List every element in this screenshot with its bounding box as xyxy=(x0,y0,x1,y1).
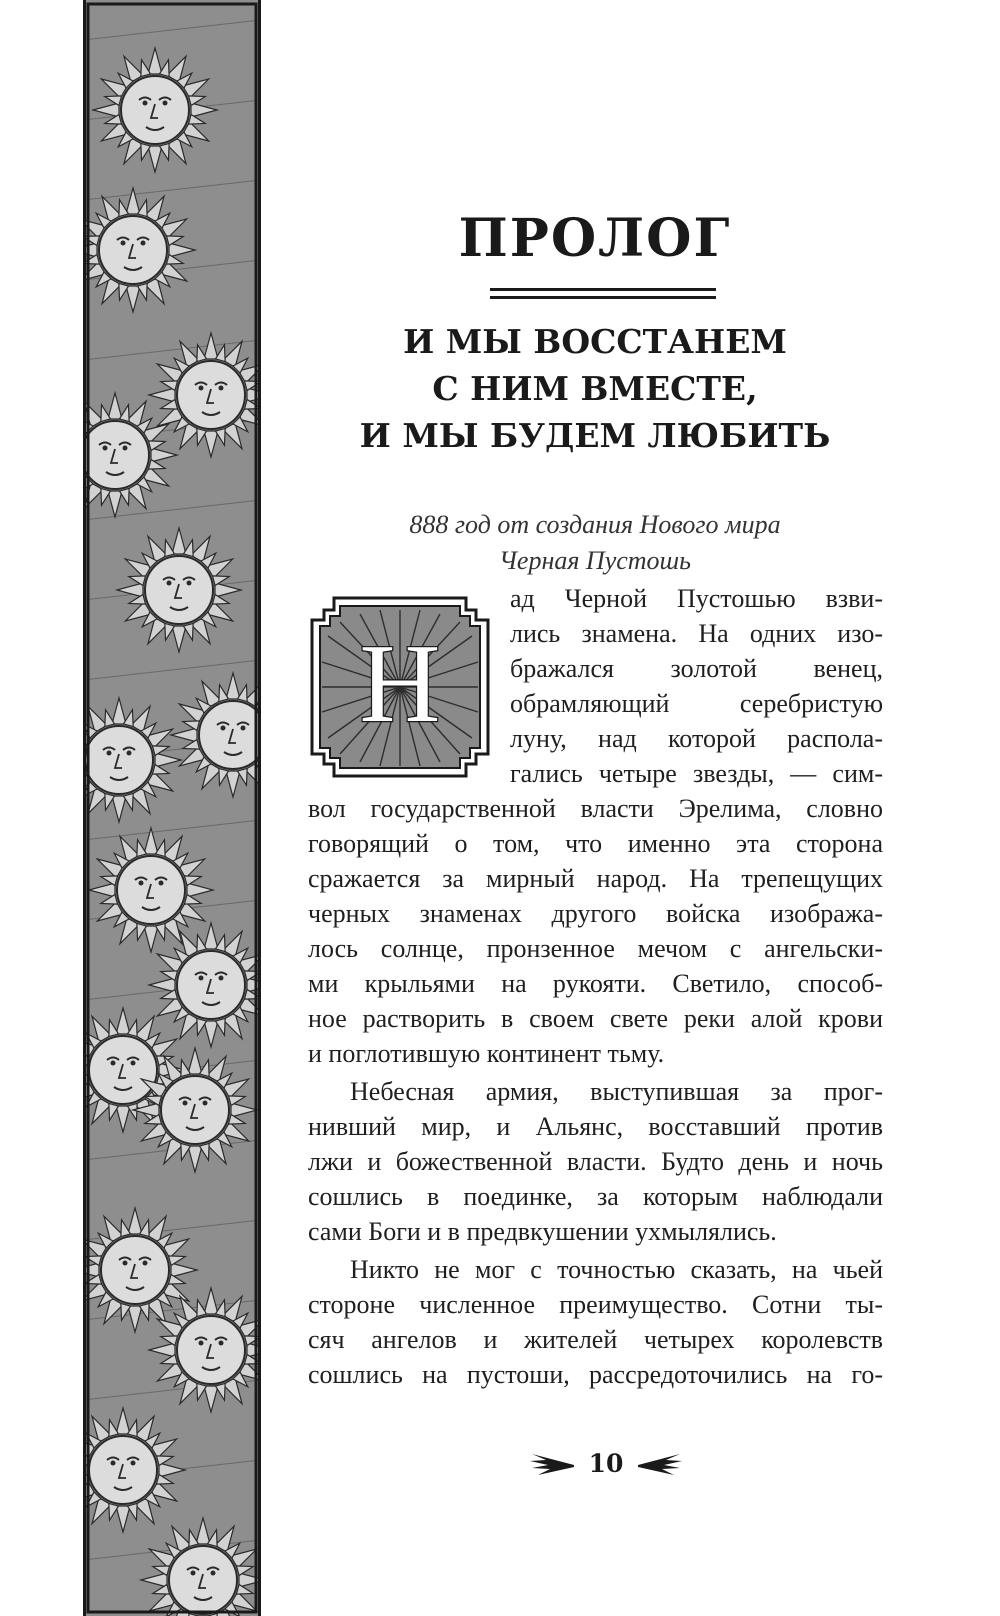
body-line: лось солнце, пронзенное мечом с ангельски- xyxy=(308,934,883,963)
body-line: и поглотившую континент тьму. xyxy=(308,1039,665,1068)
body-line: Никто не мог с точностью сказать, на чьей xyxy=(350,1255,883,1284)
body-line: стороне численное преимущество. Сотни ты- xyxy=(308,1290,883,1319)
drop-cap-letter: Н xyxy=(359,622,441,746)
body-line: вол государственной власти Эрелима, словно xyxy=(308,794,883,823)
sun-face-border-icon xyxy=(83,0,261,1616)
title-double-rule xyxy=(490,288,716,299)
body-line: сражается за мирный народ. На трепещущих xyxy=(308,864,883,893)
body-line: ное растворить в своем свете реки алой крови xyxy=(308,1004,883,1033)
body-line: сошлись на пустоши, рассредоточились на го- xyxy=(308,1360,883,1389)
body-line: нивший мир, и Альянс, восставший против xyxy=(308,1112,883,1141)
body-line: лись знамена. На одних изо- xyxy=(510,619,883,648)
body-line: ад Черной Пустошью взви- xyxy=(510,584,883,613)
page-number: 10 xyxy=(588,1449,624,1478)
body-line: говорящий о том, что именно эта сторона xyxy=(308,829,883,858)
body-line: сяч ангелов и жителей четырех королевств xyxy=(308,1325,883,1354)
setting-date: 888 год от создания Нового мира xyxy=(409,510,781,539)
body-line: сошлись в поединке, за которым наблюдали xyxy=(308,1182,883,1211)
body-line: Небесная армия, выступившая за прог- xyxy=(350,1077,883,1106)
body-line: ми крыльями на рукояти. Светило, способ- xyxy=(308,969,883,998)
subtitle-line: И МЫ ВОССТАНЕМ xyxy=(403,322,787,361)
setting-place: Черная Пустошь xyxy=(498,546,692,575)
body-line: луну, над которой распола- xyxy=(510,724,883,753)
subtitle-line: И МЫ БУДЕМ ЛЮБИТЬ xyxy=(359,416,831,455)
body-line: бражался золотой венец, xyxy=(510,654,883,683)
body-line: гались четыре звезды, — сим- xyxy=(510,759,883,788)
drop-cap xyxy=(310,596,490,778)
chapter-setting xyxy=(300,507,890,579)
chapter-subtitle xyxy=(300,318,890,459)
chapter-title: ПРОЛОГ xyxy=(458,208,732,269)
body-line: сами Боги и в предвкушении ухмылялись. xyxy=(308,1217,777,1246)
body-line: обрамляющий серебристую xyxy=(510,689,883,718)
body-line: лжи и божественной власти. Будто день и ночь xyxy=(308,1147,883,1176)
subtitle-line: С НИМ ВМЕСТЕ, xyxy=(432,369,758,408)
body-line: черных знаменах другого войска изобража- xyxy=(308,899,883,928)
